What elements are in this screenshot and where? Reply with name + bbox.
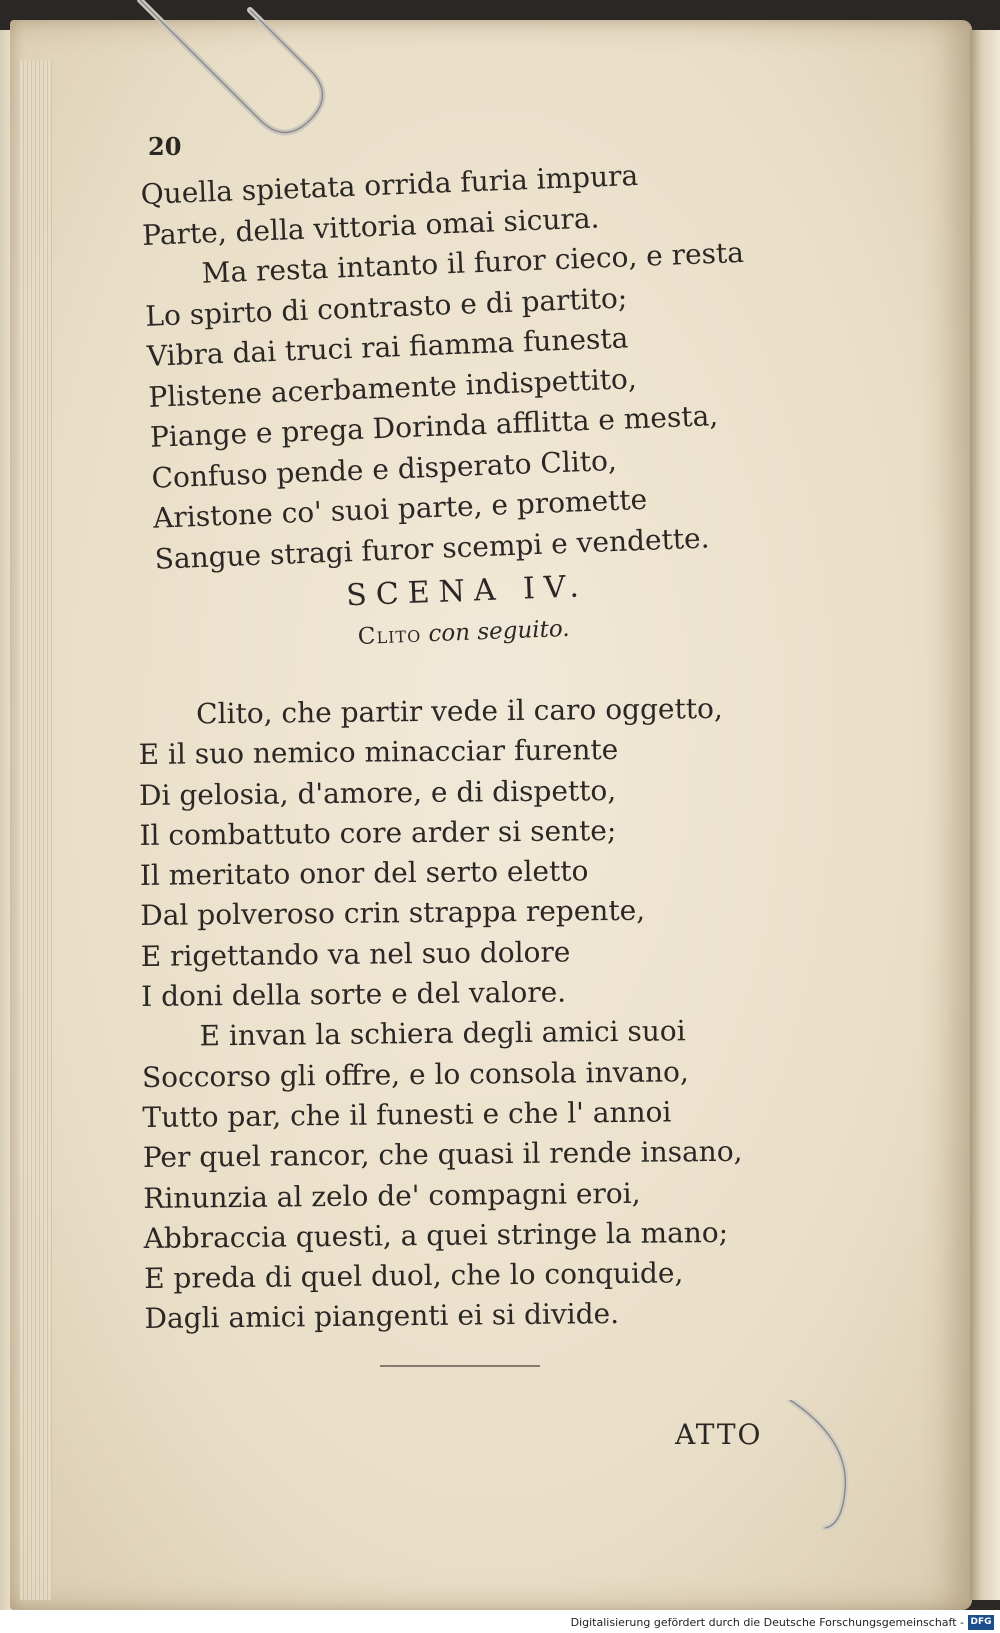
stage-direction: con seguito. bbox=[427, 615, 571, 647]
verse-block-top bbox=[140, 147, 878, 664]
verse-block-bottom bbox=[138, 687, 875, 1339]
verse-line: Parte, della vittoria omai sicura. bbox=[141, 200, 600, 252]
verse-line: Abbraccia questi, a quei stringe la mano; bbox=[143, 1215, 729, 1255]
verse-line: Sangue stragi furor scempi e vendette. bbox=[154, 520, 711, 576]
verse-line: Soccorso gli offre, e lo consola invano, bbox=[141, 1054, 689, 1094]
footer-credit: Digitalisierung gefördert durch die Deutsche Forschungsgemeinschaft - bbox=[570, 1616, 964, 1629]
verse-line: Rinunzia al zelo de' compagni eroi, bbox=[143, 1176, 641, 1215]
verse-line: Aristone co' suoi parte, e promette bbox=[152, 482, 648, 535]
page-stack-edge bbox=[20, 60, 52, 1600]
verse-line: Plistene acerbamente indispettito, bbox=[147, 361, 638, 414]
verse-line: Per quel rancor, che quasi il rende insano, bbox=[142, 1134, 743, 1175]
verse-line: Clito, che partir vede il caro oggetto, bbox=[196, 691, 723, 731]
verse-line: Il combattuto core arder si sente; bbox=[139, 813, 617, 852]
verse-line: Lo spirto di contrasto e di partito; bbox=[144, 280, 628, 333]
verse-line: Ma resta intanto il furor cieco, e resta bbox=[201, 235, 745, 290]
dfg-logo: DFG bbox=[968, 1615, 994, 1630]
verse-line: Tutto par, che il funesti e che l' annoi bbox=[142, 1095, 672, 1134]
verse-line: Di gelosia, d'amore, e di dispetto, bbox=[138, 773, 617, 812]
scene-title: SCENA IV. bbox=[345, 569, 589, 614]
verse-line: Confuso pende e disperato Clito, bbox=[150, 443, 618, 495]
verse-line: Il meritato onor del serto eletto bbox=[139, 854, 589, 893]
verse-line: Quella spietata orrida furia impura bbox=[140, 158, 639, 211]
paper-clip-bottom bbox=[770, 1400, 880, 1530]
verse-line: I doni della sorte e del valore. bbox=[140, 975, 567, 1014]
right-page-edge bbox=[970, 30, 1000, 1600]
footer-bar bbox=[0, 1610, 1000, 1633]
verse-line: E preda di quel duol, che lo conquide, bbox=[143, 1256, 684, 1296]
scene-character: Clito bbox=[357, 621, 422, 650]
verse-line: Dal polveroso crin strappa repente, bbox=[140, 894, 646, 933]
section-rule bbox=[380, 1365, 540, 1367]
paper-clip-top bbox=[110, 0, 340, 145]
verse-line: Vibra dai truci rai fiamma funesta bbox=[146, 321, 629, 373]
catchword: ATTO bbox=[675, 1418, 763, 1451]
verse-line: E il suo nemico minacciar furente bbox=[138, 733, 619, 772]
verse-line: E rigettando va nel suo dolore bbox=[140, 935, 571, 973]
verse-line: Piange e prega Dorinda afflitta e mesta, bbox=[149, 398, 719, 454]
page-number: 20 bbox=[148, 132, 182, 161]
verse-line: E invan la schiera degli amici suoi bbox=[199, 1014, 686, 1053]
verse-line: Dagli amici piangenti ei si divide. bbox=[144, 1297, 620, 1336]
